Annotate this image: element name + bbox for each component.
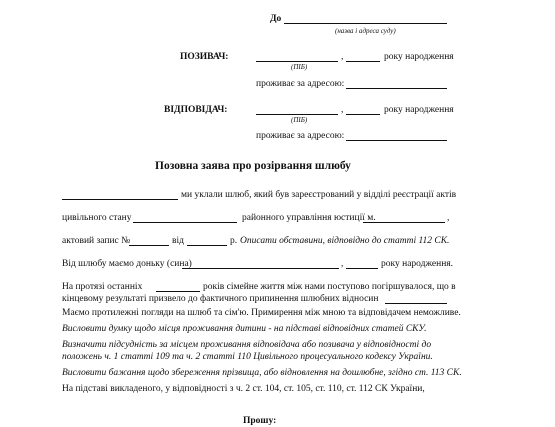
italic-note-surname: Висловити бажання щодо збереження прізвища, або відновлення на дошлюбне, згідно ст. 113 СК. bbox=[62, 368, 462, 378]
record-number-field[interactable] bbox=[129, 236, 169, 250]
italic-note-child-residence: Висловити думку щодо місця проживання дитини - на підставі відповідних статей СКУ. bbox=[62, 324, 427, 334]
para1-b: років сімейне життя між нами поступово погіршувалося, що в bbox=[203, 282, 456, 292]
body-line2-a: цивільного стану bbox=[62, 213, 132, 223]
legal-basis: На підставі викладеного, у відповідності з ч. 2 ст. 104, ст. 105, ст. 110, ст. 112 СК України, bbox=[62, 384, 425, 394]
body-line3-a: актовий запис № bbox=[62, 236, 131, 246]
body-line4-a: Від шлюбу маємо доньку (сина) bbox=[62, 259, 192, 269]
plaintiff-name-hint: (ПІБ) bbox=[291, 63, 308, 71]
body-line3-italic: Описати обставини, відповідно до статті 112 СК. bbox=[240, 236, 450, 246]
request-heading: Прошу: bbox=[243, 416, 277, 426]
plaintiff-birth-text: року народження bbox=[384, 52, 454, 62]
document-title: Позовна заява про розірвання шлюбу bbox=[155, 160, 351, 172]
body-line1: ми уклали шлюб, який був зареєстрований у відділі реєстрації актів bbox=[181, 190, 457, 200]
plaintiff-address-field[interactable] bbox=[346, 79, 447, 93]
defendant-address-label: проживає за адресою: bbox=[256, 131, 345, 141]
court-field[interactable] bbox=[284, 14, 447, 28]
line4-comma: , bbox=[341, 259, 344, 269]
plaintiff-label: ПОЗИВАЧ: bbox=[180, 52, 229, 62]
body-line4-b: року народження. bbox=[381, 259, 454, 269]
defendant-birth-field[interactable] bbox=[346, 105, 380, 119]
court-hint: (назва і адреса суду) bbox=[335, 27, 396, 35]
body-line3-c: р. bbox=[230, 236, 238, 246]
body-line2-b: районного управління юстиції м. bbox=[242, 213, 376, 223]
separation-date-field[interactable] bbox=[385, 294, 447, 308]
plaintiff-comma: , bbox=[341, 52, 344, 62]
to-label: До bbox=[270, 14, 282, 24]
defendant-label: ВІДПОВІДАЧ: bbox=[164, 105, 228, 115]
italic-note-jurisdiction-1: Визначити підсудність за місцем проживання відповідача або позивача у відповідності до bbox=[62, 340, 432, 350]
defendant-birth-text: року народження bbox=[384, 105, 454, 115]
city-field[interactable] bbox=[363, 213, 445, 227]
para2: Маємо протилежні погляди на шлюб та сім'ю. Примирення між мною та відповідачем неможливе. bbox=[62, 308, 461, 318]
record-date-field[interactable] bbox=[187, 236, 227, 250]
child-birth-field[interactable] bbox=[346, 259, 378, 273]
italic-note-jurisdiction-2: положень ч. 1 статті 109 та ч. 2 статті 110 Цивільного процесуального кодексу України. bbox=[62, 352, 433, 362]
child-name-field[interactable] bbox=[182, 259, 339, 273]
defendant-comma: , bbox=[341, 105, 344, 115]
district-field[interactable] bbox=[133, 213, 237, 227]
defendant-address-field[interactable] bbox=[346, 131, 447, 145]
plaintiff-birth-field[interactable] bbox=[346, 52, 380, 66]
defendant-name-hint: (ПІБ) bbox=[291, 116, 308, 124]
line2-comma: , bbox=[447, 213, 450, 223]
para1-line2: кінцевому результаті призвело до фактичного припинення шлюбних відносин bbox=[62, 294, 379, 304]
body-line3-b: від bbox=[172, 236, 184, 246]
marriage-date-field[interactable] bbox=[62, 190, 178, 204]
para1-a: На протязі останніх bbox=[62, 282, 143, 292]
plaintiff-address-label: проживає за адресою: bbox=[256, 79, 345, 89]
